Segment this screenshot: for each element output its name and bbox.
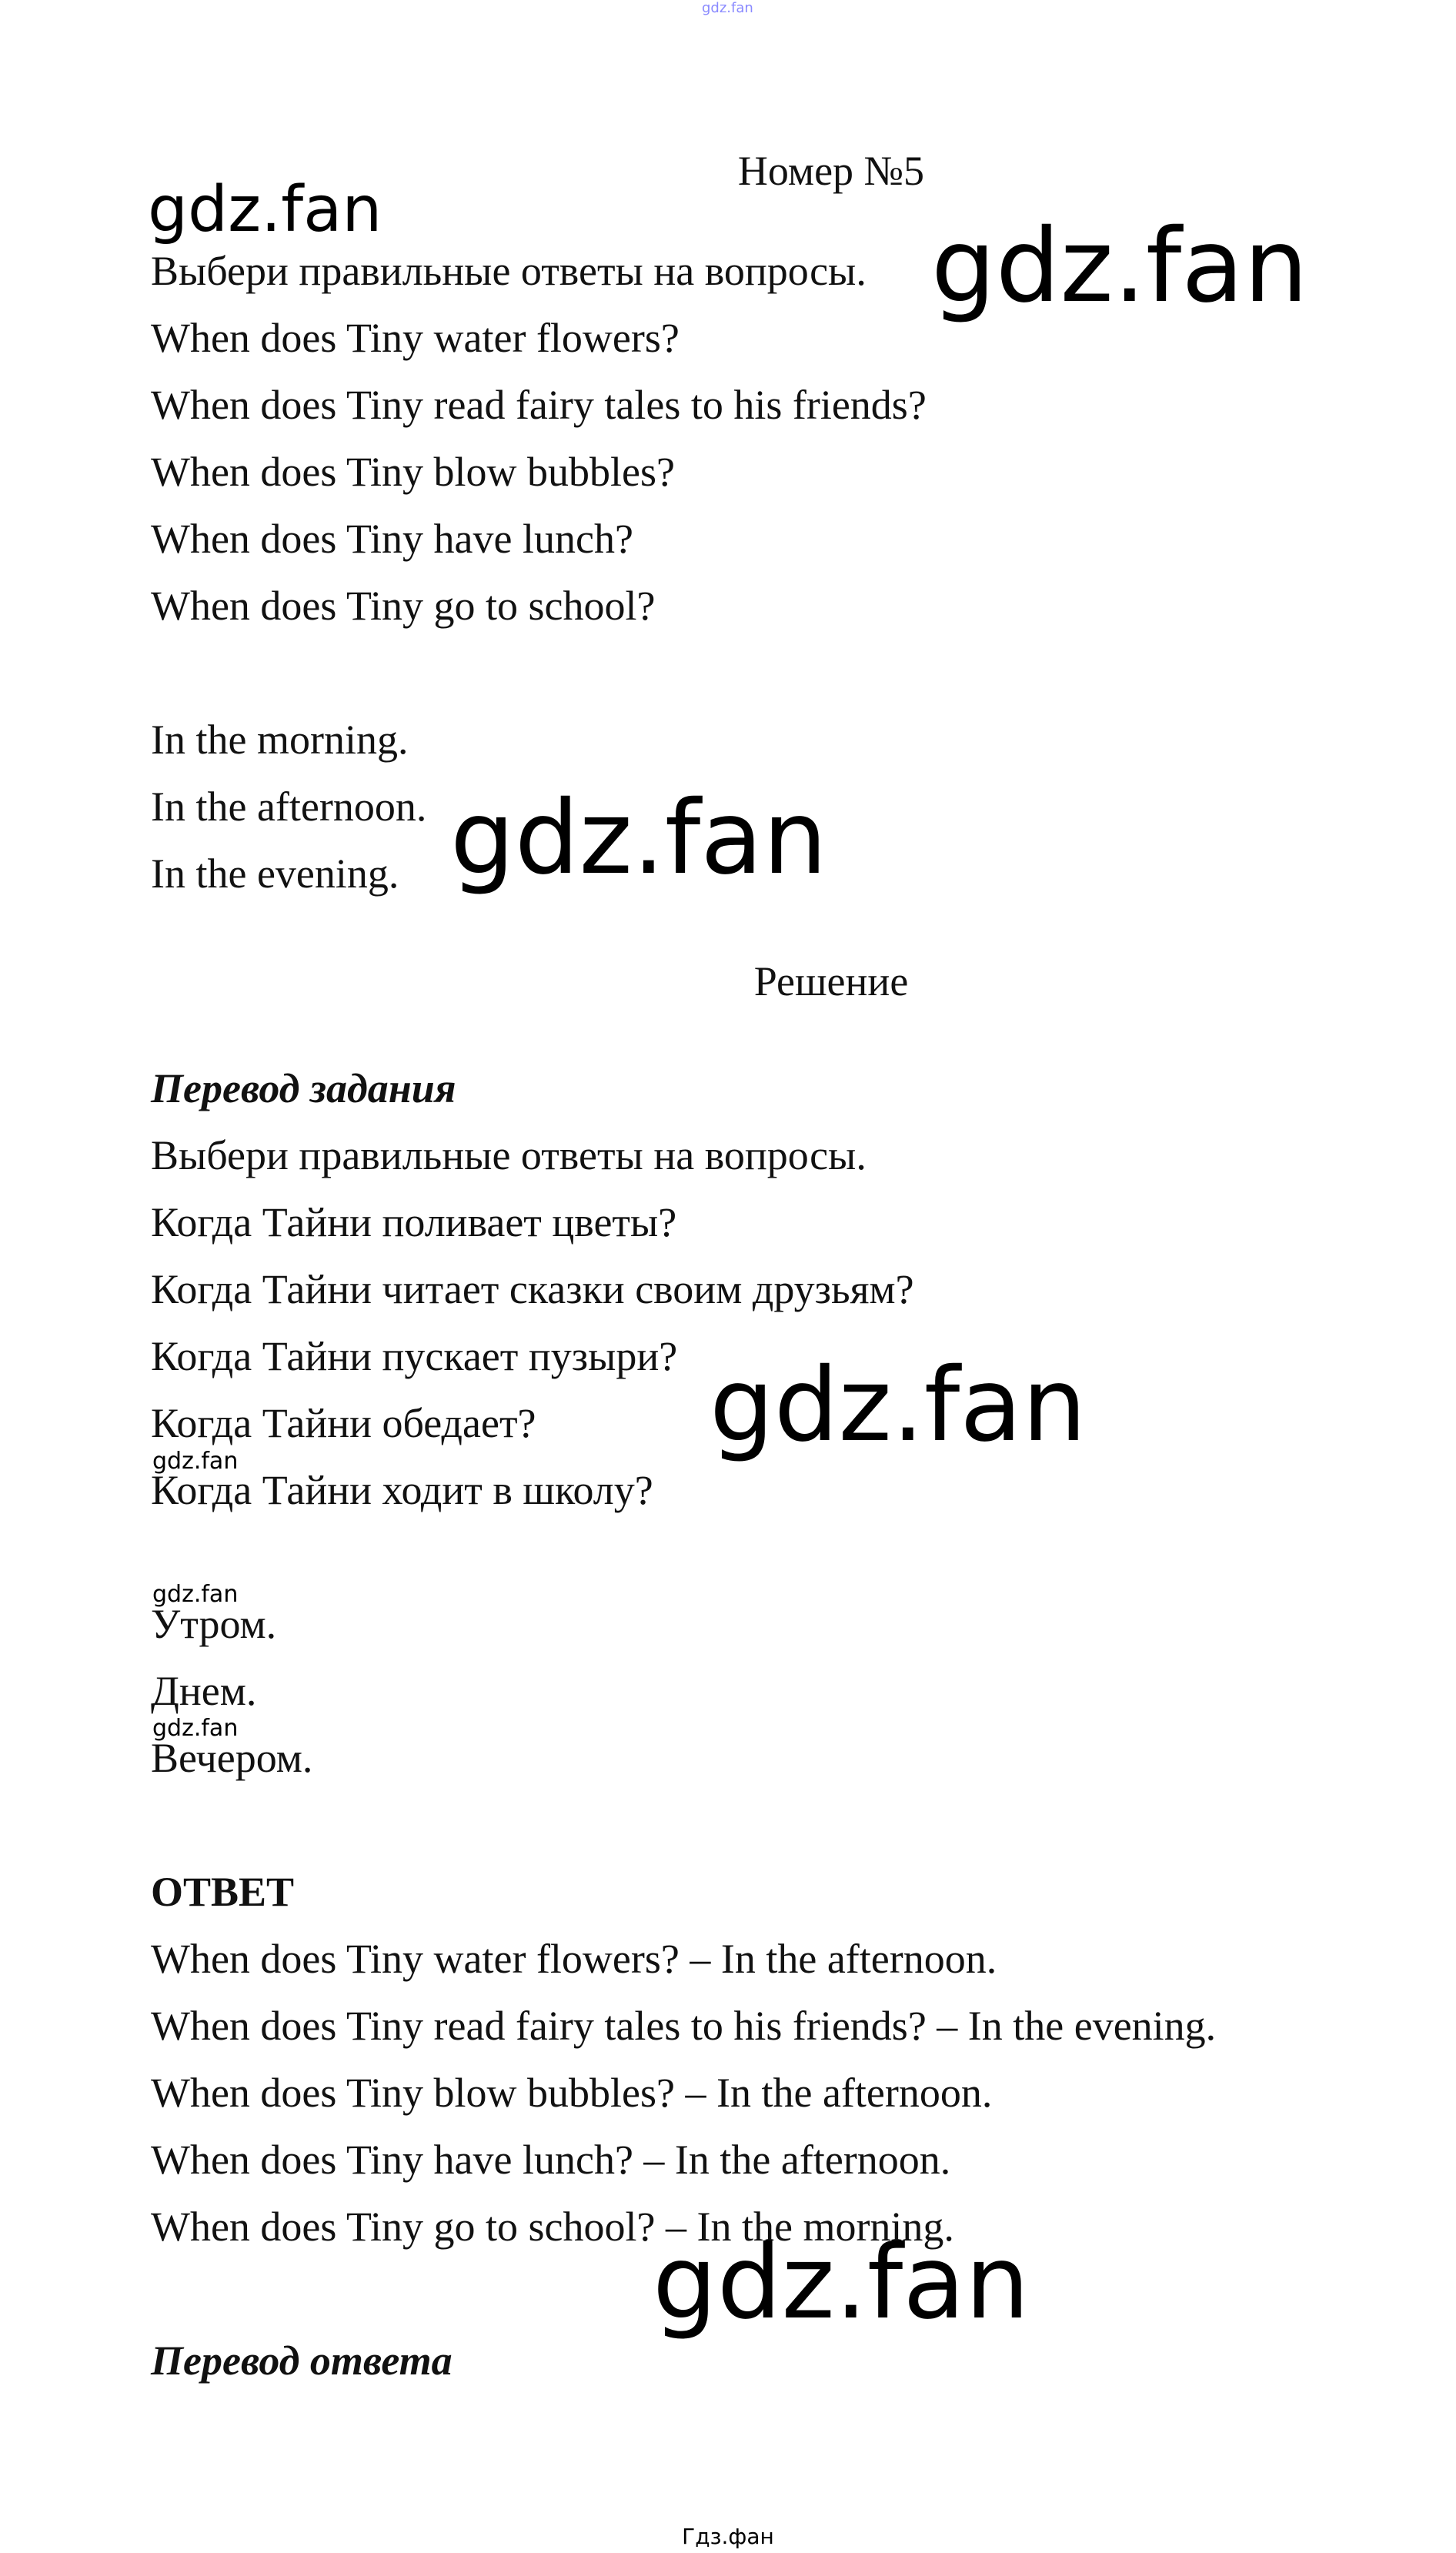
question-2: When does Tiny read fairy tales to his friends? bbox=[151, 382, 927, 428]
watermark: gdz.fan bbox=[152, 1581, 239, 1608]
answer-translation-heading: Перевод ответа bbox=[151, 2337, 452, 2384]
question-3: When does Tiny blow bubbles? bbox=[151, 449, 675, 495]
translation-heading: Перевод задания bbox=[151, 1065, 456, 1111]
translation-question-1: Когда Тайни поливает цветы? bbox=[151, 1199, 677, 1245]
translation-question-4: Когда Тайни обедает? bbox=[151, 1400, 536, 1446]
question-4: When does Tiny have lunch? bbox=[151, 516, 633, 562]
watermark: gdz.fan bbox=[152, 1715, 239, 1742]
translation-question-5: Когда Тайни ходит в школу? bbox=[151, 1467, 653, 1513]
option-1: In the morning. bbox=[151, 717, 409, 763]
answer-3: When does Tiny blow bubbles? – In the afternoon. bbox=[151, 2070, 993, 2116]
footer-text: Гдз.фан bbox=[682, 2524, 774, 2549]
answer-4: When does Tiny have lunch? – In the afternoon. bbox=[151, 2137, 951, 2183]
answer-1: When does Tiny water flowers? – In the afternoon. bbox=[151, 1936, 997, 1982]
question-5: When does Tiny go to school? bbox=[151, 583, 656, 629]
translation-instruction: Выбери правильные ответы на вопросы. bbox=[151, 1132, 867, 1178]
watermark: gdz.fan bbox=[152, 1448, 239, 1475]
translation-question-2: Когда Тайни читает сказки своим друзьям? bbox=[151, 1266, 914, 1312]
translation-option-2: Днем. bbox=[151, 1668, 257, 1714]
watermark: gdz.fan bbox=[931, 207, 1308, 326]
task-instruction: Выбери правильные ответы на вопросы. bbox=[151, 248, 867, 294]
translation-option-3: Вечером. bbox=[151, 1735, 313, 1781]
watermark: gdz.fan bbox=[710, 1346, 1087, 1465]
answer-heading: ОТВЕТ bbox=[151, 1869, 295, 1915]
option-3: In the evening. bbox=[151, 850, 399, 897]
solution-heading: Решение bbox=[753, 958, 909, 1004]
answer-2: When does Tiny read fairy tales to his friends? – In the evening. bbox=[151, 2003, 1217, 2049]
page-title: Номер №5 bbox=[737, 148, 925, 194]
option-2: In the afternoon. bbox=[151, 784, 427, 830]
watermark: gdz.fan bbox=[148, 173, 382, 246]
watermark: gdz.fan bbox=[653, 2224, 1030, 2342]
top-watermark: gdz.fan bbox=[702, 0, 753, 16]
translation-option-1: Утром. bbox=[151, 1601, 277, 1647]
question-1: When does Tiny water flowers? bbox=[151, 315, 680, 361]
answer-5: When does Tiny go to school? – In the morning. bbox=[151, 2204, 954, 2250]
translation-question-3: Когда Тайни пускает пузыри? bbox=[151, 1333, 678, 1379]
watermark: gdz.fan bbox=[450, 779, 827, 897]
